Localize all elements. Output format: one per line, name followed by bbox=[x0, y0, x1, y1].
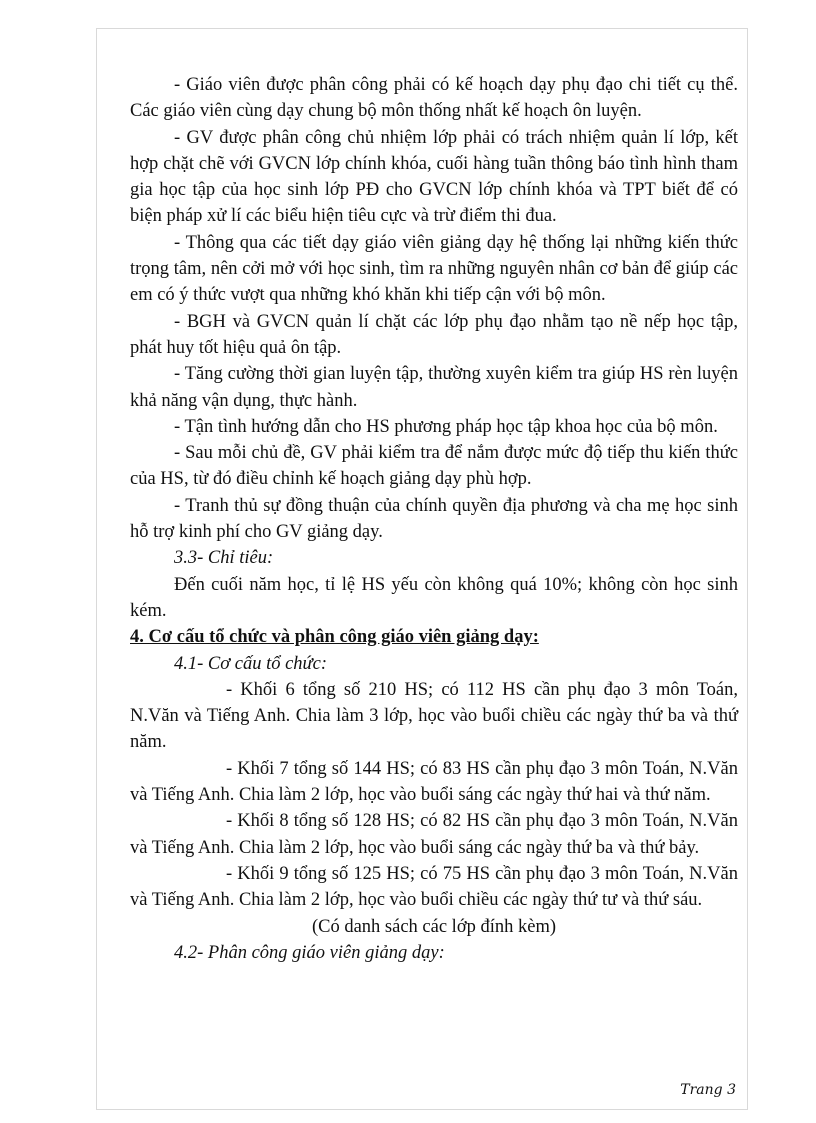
paragraph-grade-8: - Khối 8 tổng số 128 HS; có 82 HS cần phụ đạo 3 môn Toán, N.Văn và Tiếng Anh. Chia làm 2 lớp, học vào buổi sáng các ngày thứ ba và thứ bảy. bbox=[130, 811, 738, 858]
heading-4-2: 4.2- Phân công giáo viên giảng dạy: bbox=[174, 942, 445, 963]
heading-section-4: 4. Cơ cấu tổ chức và phân công giáo viên giảng dạy: bbox=[130, 627, 539, 648]
paragraph-study-method: - Tận tình hướng dẫn cho HS phương pháp học tập khoa học của bộ môn. bbox=[174, 416, 718, 437]
heading-4-1: 4.1- Cơ cấu tổ chức: bbox=[174, 653, 328, 674]
paragraph-management: - BGH và GVCN quản lí chặt các lớp phụ đạo nhằm tạo nề nếp học tập, phát huy tốt hiệu quả ôn tập. bbox=[130, 311, 738, 358]
paragraph-core-knowledge: - Thông qua các tiết dạy giáo viên giảng dạy hệ thống lại những kiến thức trọng tâm, nên cởi mở với học sinh, tìm ra những nguyên nhân cơ bản để giúp các em có ý thức vượt qua những khó khăn khi tiếp cận với bộ môn. bbox=[130, 232, 738, 306]
attachment-note: (Có danh sách các lớp đính kèm) bbox=[311, 916, 557, 937]
paragraph-grade-6: - Khối 6 tổng số 210 HS; có 112 HS cần phụ đạo 3 môn Toán, N.Văn và Tiếng Anh. Chia làm 3 lớp, học vào buổi chiều các ngày thứ ba và thứ năm. bbox=[130, 679, 738, 753]
heading-3-3: 3.3- Chỉ tiêu: bbox=[174, 548, 274, 569]
document-body bbox=[130, 72, 738, 966]
page-number: Trang 3 bbox=[680, 1082, 736, 1098]
paragraph-grade-9: - Khối 9 tổng số 125 HS; có 75 HS cần phụ đạo 3 môn Toán, N.Văn và Tiếng Anh. Chia làm 2 lớp, học vào buổi chiều các ngày thứ tư và thứ sáu. bbox=[130, 863, 738, 911]
paragraph-assessment: - Sau mỗi chủ đề, GV phải kiểm tra để nắm được mức độ tiếp thu kiến thức của HS, từ đó điều chỉnh kế hoạch giảng dạy phù hợp. bbox=[130, 443, 738, 490]
paragraph-target: Đến cuối năm học, tỉ lệ HS yếu còn không quá 10%; không còn học sinh kém. bbox=[130, 574, 738, 621]
paragraph-grade-7: - Khối 7 tổng số 144 HS; có 83 HS cần phụ đạo 3 môn Toán, N.Văn và Tiếng Anh. Chia làm 2 lớp, học vào buổi sáng các ngày thứ hai và thứ năm. bbox=[130, 758, 738, 806]
paragraph-homeroom-duty: - GV được phân công chủ nhiệm lớp phải có trách nhiệm quản lí lớp, kết hợp chặt chẽ với GVCN lớp chính khóa, cuối hàng tuần thông báo tình hình tham gia học tập của học sinh lớp PĐ cho GVCN lớp chính khóa và TPT biết để có biện pháp xử lí các biểu hiện tiêu cực và trừ điểm thi đua. bbox=[130, 127, 738, 227]
paragraph-teacher-plan: - Giáo viên được phân công phải có kế hoạch dạy phụ đạo chi tiết cụ thể. Các giáo viên cùng dạy chung bộ môn thống nhất kế hoạch ôn luyện. bbox=[130, 75, 738, 122]
paragraph-funding: - Tranh thủ sự đồng thuận của chính quyền địa phương và cha mẹ học sinh hỗ trợ kinh phí cho GV giảng dạy. bbox=[130, 495, 738, 543]
paragraph-practice: - Tăng cường thời gian luyện tập, thường xuyên kiểm tra giúp HS rèn luyện khả năng vận dụng, thực hành. bbox=[130, 364, 738, 411]
